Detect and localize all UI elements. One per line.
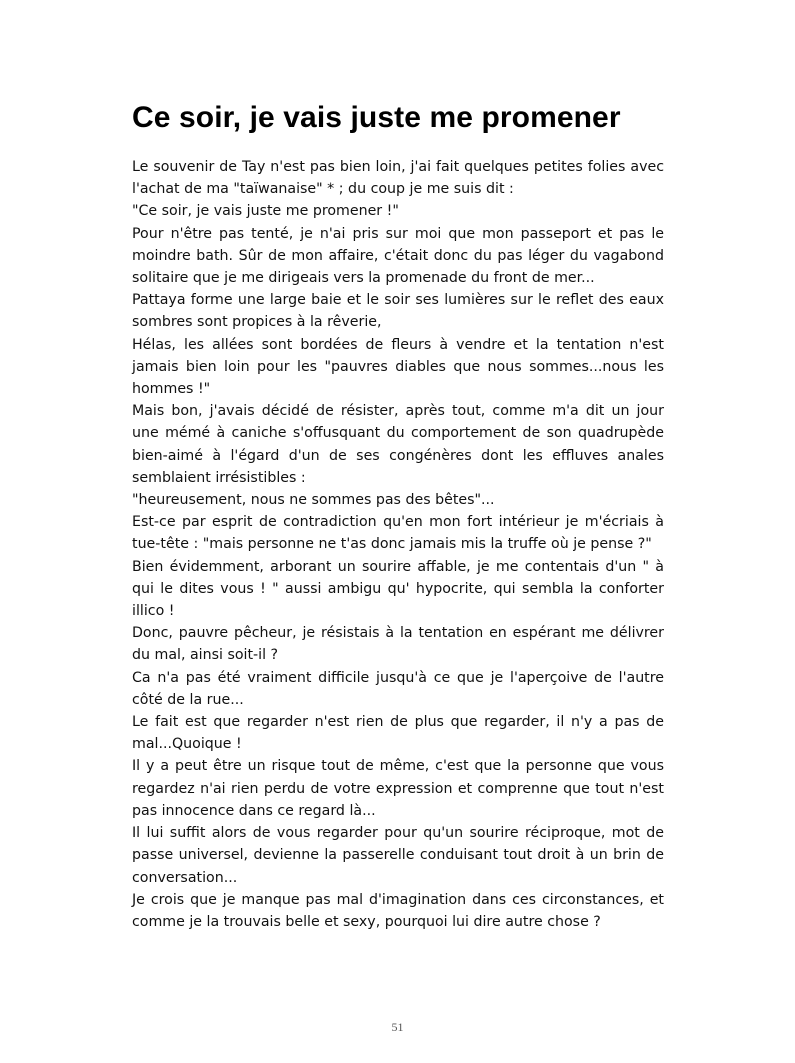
page-number: 51	[391, 1020, 404, 1034]
paragraph: Le souvenir de Tay n'est pas bien loin, j'ai fait quelques petites folies avec l'achat de ma "taïwanaise" * ; du coup je me suis dit :	[132, 159, 664, 198]
paragraph: Est-ce par esprit de contradiction qu'en mon fort intérieur je m'écriais à tue-tête : "mais personne ne t'as donc jamais mis la truffe où je pense ?"	[132, 514, 664, 553]
page-title: Ce soir, je vais juste me promener	[132, 101, 621, 134]
paragraph: Pour n'être pas tenté, je n'ai pris sur moi que mon passeport et pas le moindre bath. Sûr de mon affaire, c'était donc du pas léger du vagabond solitaire que je me dirigeais vers la promenade du front de mer...	[132, 225, 664, 287]
paragraph: Bien évidemment, arborant un sourire affable, je me contentais d'un " à qui le dites vous ! " aussi ambigu qu' hypocrite, qui sembla la conforter illico !	[132, 558, 664, 620]
paragraph: Ca n'a pas été vraiment difficile jusqu'à ce que je l'aperçoive de l'autre côté de la rue...	[132, 669, 664, 708]
body-text	[132, 156, 664, 933]
paragraph: Le fait est que regarder n'est rien de plus que regarder, il n'y a pas de mal...Quoique !	[132, 714, 664, 753]
paragraph: Hélas, les allées sont bordées de fleurs à vendre et la tentation n'est jamais bien loin pour les "pauvres diables que nous sommes...nous les hommes !"	[132, 336, 664, 398]
paragraph: Je crois que je manque pas mal d'imagination dans ces circonstances, et comme je la trouvais belle et sexy, pourquoi lui dire autre chose ?	[132, 891, 664, 930]
paragraph: Il lui suffit alors de vous regarder pour qu'un sourire réciproque, mot de passe universel, devienne la passerelle conduisant tout droit à un brin de conversation...	[132, 825, 664, 886]
paragraph: Pattaya forme une large baie et le soir ses lumières sur le reflet des eaux sombres sont propices à la rêverie,	[132, 292, 664, 331]
paragraph: "heureusement, nous ne sommes pas des bêtes"...	[132, 492, 495, 509]
paragraph: "Ce soir, je vais juste me promener !"	[132, 203, 399, 220]
paragraph: Mais bon, j'avais décidé de résister, après tout, comme m'a dit un jour une mémé à caniche s'offusquant du comportement de son quadrupède bien-aimé à l'égard d'un de ses congénères dont les effluves anales semblaient irrésistibles :	[132, 403, 664, 486]
paragraph: Donc, pauvre pêcheur, je résistais à la tentation en espérant me délivrer du mal, ainsi soit-il ?	[132, 625, 664, 664]
paragraph: Il y a peut être un risque tout de même, c'est que la personne que vous regardez n'ai rien perdu de votre expression et comprenne que tout n'est pas innocence dans ce regard là...	[132, 758, 664, 819]
